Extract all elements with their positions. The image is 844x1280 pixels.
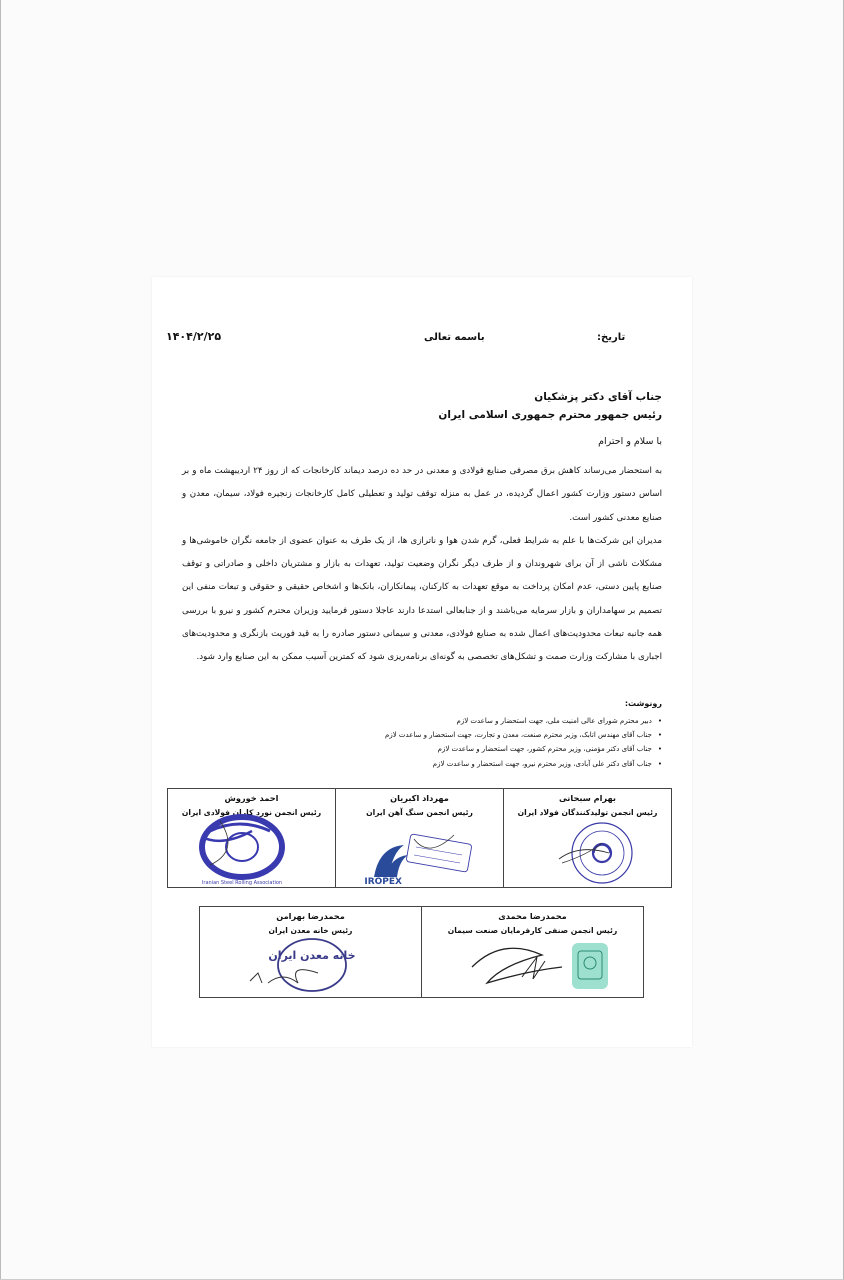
association-english-name: Iranian Steel Rolling Association bbox=[201, 880, 283, 886]
date-value: ۱۴۰۴/۲/۲۵ bbox=[166, 330, 222, 343]
cc-item: • دبیر محترم شورای عالی امنیت ملی، جهت استحضار و ساعدت لازم bbox=[385, 714, 662, 728]
body-paragraph-2: مدیران این شرکت‌ها با علم به شرایط فعلی، گرم شدن هوا و ناترازی ها، از یک طرف به عنوان عضوی از جامعه نگران خاموشی‌ها و مشکلات ناشی از آن برای شهروندان و از طرف دیگر نگران وضعیت تولید، تعهدات به بازار و مشتریان داخلی و صادراتی و توقف صنایع پایین دستی، عدم امکان پرداخت به موقع تعهدات به کارکنان، پیمانکاران، بانک‌ها و اشخاص حقیقی و حقوقی و تبعات منفی این تصمیم بر سهامداران و بازار سرمایه می‌باشند و از جنابعالی استدعا دارند عاجلا دستور فرمایید وزیران محترم کشور و نیرو با بررسی همه جانبه تبعات محدودیت‌های اعمال شده به صنایع فولادی، معدنی و سیمانی دستور صادره را به قید فوریت بازنگری و محدودیت‌های اجباری با مشارکت وزارت صمت و تشکل‌های تخصصی به گونه‌ای برنامه‌ریزی شود که کمترین آسیب ممکن به این صنایع وارد شود. bbox=[182, 535, 662, 663]
signatory-name: مهرداد اکبریان bbox=[390, 793, 449, 803]
greeting: با سلام و احترام bbox=[598, 436, 662, 447]
cc-list bbox=[385, 714, 662, 771]
iran-mine-house-stamp-icon bbox=[240, 933, 390, 995]
steel-producers-stamp-icon bbox=[554, 819, 639, 885]
signature-table-row-2 bbox=[199, 906, 644, 998]
signatory-name: احمد خوروش bbox=[224, 793, 279, 803]
signature-cell-akbarian bbox=[335, 789, 503, 887]
body-paragraph-1: به استحضار می‌رساند کاهش برق مصرفی صنایع فولادی و معدنی در حد ده درصد دیماند کارخانجات که از روز ۲۴ اردیبهشت ماه و بر اساس دستور وزارت کشور اعمال گردیده، در عمل به منزله توقف تولید و تعطیلی کامل کارخانجات زنجیره فولاد، سیمان، معدن و صنایع معدنی کشور است. bbox=[182, 466, 662, 523]
signature-cell-khorvosh bbox=[168, 789, 335, 887]
screen-left-border bbox=[0, 0, 1, 1280]
signature-cell-sobhani bbox=[503, 789, 671, 887]
signatory-role: رئیس انجمن صنفی کارفرمایان صنعت سیمان bbox=[447, 926, 618, 935]
signatory-name: محمدرضا محمدی bbox=[498, 911, 567, 921]
cc-item: • جناب آقای دکتر مؤمنی، وزیر محترم کشور، جهت استحضار و ساعدت لازم bbox=[385, 742, 662, 756]
cement-association-signature-stamp-icon bbox=[462, 937, 642, 997]
mine-house-stamp-text: خانه معدن ایران bbox=[268, 949, 356, 962]
iropex-logo-icon bbox=[364, 829, 484, 887]
cc-item: • جناب آقای دکتر علی آبادی، وزیر محترم نیرو، جهت استحضار و ساعدت لازم bbox=[385, 757, 662, 771]
addressee-name: جناب آقای دکتر پزشکیان bbox=[534, 391, 662, 403]
signatory-role: رئیس انجمن نورد کاران فولادی ایران bbox=[181, 808, 322, 817]
signature-cell-mohammadi bbox=[421, 907, 643, 997]
cc-item: • جناب آقای مهندس اتابک، وزیر محترم صنعت، معدن و تجارت، جهت استحضار و ساعدت لازم bbox=[385, 728, 662, 742]
signature-cell-bahraman bbox=[200, 907, 421, 997]
signatory-name: محمدرضا بهرامن bbox=[276, 911, 345, 921]
iropex-text: IROPEX bbox=[364, 877, 402, 887]
signatory-name: بهرام سبحانی bbox=[559, 793, 616, 803]
date-label: تاریخ: bbox=[597, 332, 626, 343]
basmala: باسمه تعالی bbox=[424, 332, 485, 343]
signature-table-row-1 bbox=[167, 788, 672, 888]
signatory-role: رئیس خانه معدن ایران bbox=[268, 926, 353, 935]
addressee-title: رئیس جمهور محترم جمهوری اسلامی ایران bbox=[438, 409, 662, 421]
signatory-role: رئیس انجمن سنگ آهن ایران bbox=[366, 808, 473, 817]
signatory-role: رئیس انجمن تولیدکنندگان فولاد ایران bbox=[517, 808, 658, 817]
letter-page bbox=[152, 277, 692, 1047]
cc-title: رونوشت: bbox=[624, 699, 662, 708]
letter-body bbox=[182, 460, 662, 670]
steel-rolling-association-logo-icon bbox=[180, 811, 330, 887]
